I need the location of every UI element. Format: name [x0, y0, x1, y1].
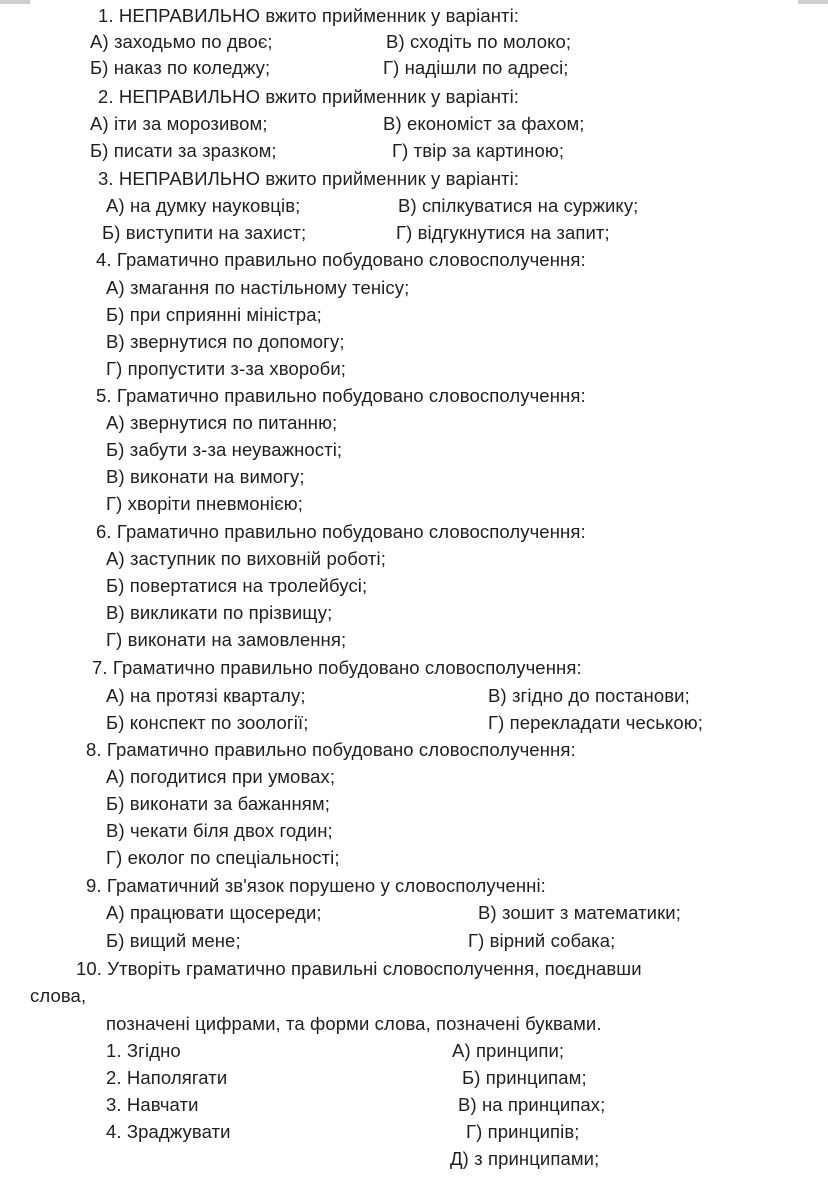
question-8-option-v: В) чекати біля двох годин; — [106, 820, 333, 841]
question-6-option-a: А) заступник по виховній роботі; — [106, 548, 386, 569]
page-corner-mark — [0, 0, 30, 4]
question-8-option-a: А) погодитися при умовах; — [106, 766, 336, 787]
question-3-prompt: 3. НЕПРАВИЛЬНО вжито прийменник у варіанті: — [98, 168, 520, 189]
task-10-heading-continuation: слова, — [30, 985, 87, 1006]
question-4-option-b: Б) при сприянні міністра; — [106, 304, 322, 325]
question-6-option-b: Б) повертатися на тролейбусі; — [106, 575, 368, 596]
question-8-option-b: Б) виконати за бажанням; — [106, 793, 330, 814]
question-7-prompt: 7. Граматично правильно побудовано словосполучення: — [92, 657, 582, 678]
question-1-prompt: 1. НЕПРАВИЛЬНО вжито прийменник у варіанті: — [98, 5, 520, 26]
question-2-prompt: 2. НЕПРАВИЛЬНО вжито прийменник у варіанті: — [98, 86, 520, 107]
question-7-option-v: В) згідно до постанови; — [488, 685, 690, 706]
question-9-option-b: Б) вищий мене; — [106, 930, 241, 951]
question-2-option-b: Б) писати за зразком; — [90, 140, 277, 161]
question-3-option-a: А) на думку науковців; — [106, 195, 301, 216]
question-9-option-g: Г) вірний собака; — [468, 930, 616, 951]
question-4-prompt: 4. Граматично правильно побудовано словосполучення: — [96, 249, 586, 270]
question-1-option-v: В) сходіть по молоко; — [386, 31, 572, 52]
question-7-option-g: Г) перекладати чеською; — [488, 712, 703, 733]
task-10-numbered-item: 4. Зраджувати — [106, 1121, 231, 1142]
task-10-lettered-item: А) принципи; — [452, 1040, 565, 1061]
question-9-option-v: В) зошит з математики; — [478, 902, 681, 923]
task-10-instruction: позначені цифрами, та форми слова, позначені буквами. — [106, 1013, 602, 1034]
question-8-option-g: Г) еколог по спеціальності; — [106, 847, 340, 868]
question-6-option-v: В) викликати по прізвищу; — [106, 602, 333, 623]
task-10-heading: 10. Утворіть граматично правильні словосполучення, поєднавши — [76, 958, 642, 979]
task-10-numbered-item: 1. Згідно — [106, 1040, 181, 1061]
question-4-option-v: В) звернутися по допомогу; — [106, 331, 345, 352]
task-10-lettered-item: Д) з принципами; — [450, 1148, 600, 1169]
question-1-option-g: Г) надішли по адресі; — [383, 57, 569, 78]
question-5-option-b: Б) забути з-за неуважності; — [106, 439, 343, 460]
question-3-option-b: Б) виступити на захист; — [102, 222, 307, 243]
question-2-option-a: А) іти за морозивом; — [90, 113, 268, 134]
question-5-option-a: А) звернутися по питанню; — [106, 412, 338, 433]
question-6-prompt: 6. Граматично правильно побудовано словосполучення: — [96, 521, 586, 542]
task-10-numbered-item: 3. Навчати — [106, 1094, 199, 1115]
question-4-option-a: А) змагання по настільному тенісу; — [106, 277, 410, 298]
question-2-option-g: Г) твір за картиною; — [392, 140, 565, 161]
question-3-option-v: В) спілкуватися на суржику; — [398, 195, 639, 216]
question-5-prompt: 5. Граматично правильно побудовано словосполучення: — [96, 385, 586, 406]
page-corner-mark — [798, 0, 828, 4]
task-10-lettered-item: В) на принципах; — [458, 1094, 606, 1115]
question-4-option-g: Г) пропустити з-за хвороби; — [106, 358, 347, 379]
question-9-prompt: 9. Граматичний зв'язок порушено у словосполученні: — [86, 875, 546, 896]
question-6-option-g: Г) виконати на замовлення; — [106, 629, 347, 650]
question-2-option-v: В) економіст за фахом; — [383, 113, 585, 134]
question-3-option-g: Г) відгукнутися на запит; — [396, 222, 610, 243]
question-7-option-a: А) на протязі кварталу; — [106, 685, 306, 706]
question-8-prompt: 8. Граматично правильно побудовано словосполучення: — [86, 739, 576, 760]
question-5-option-v: В) виконати на вимогу; — [106, 466, 305, 487]
question-7-option-b: Б) конспект по зоології; — [106, 712, 309, 733]
question-1-option-b: Б) наказ по коледжу; — [90, 57, 271, 78]
question-1-option-a: А) заходьмо по двоє; — [90, 31, 273, 52]
task-10-numbered-item: 2. Наполягати — [106, 1067, 228, 1088]
question-5-option-g: Г) хворіти пневмонією; — [106, 493, 303, 514]
question-9-option-a: А) працювати щосереди; — [106, 902, 322, 923]
task-10-lettered-item: Г) принципів; — [466, 1121, 580, 1142]
task-10-lettered-item: Б) принципам; — [462, 1067, 587, 1088]
